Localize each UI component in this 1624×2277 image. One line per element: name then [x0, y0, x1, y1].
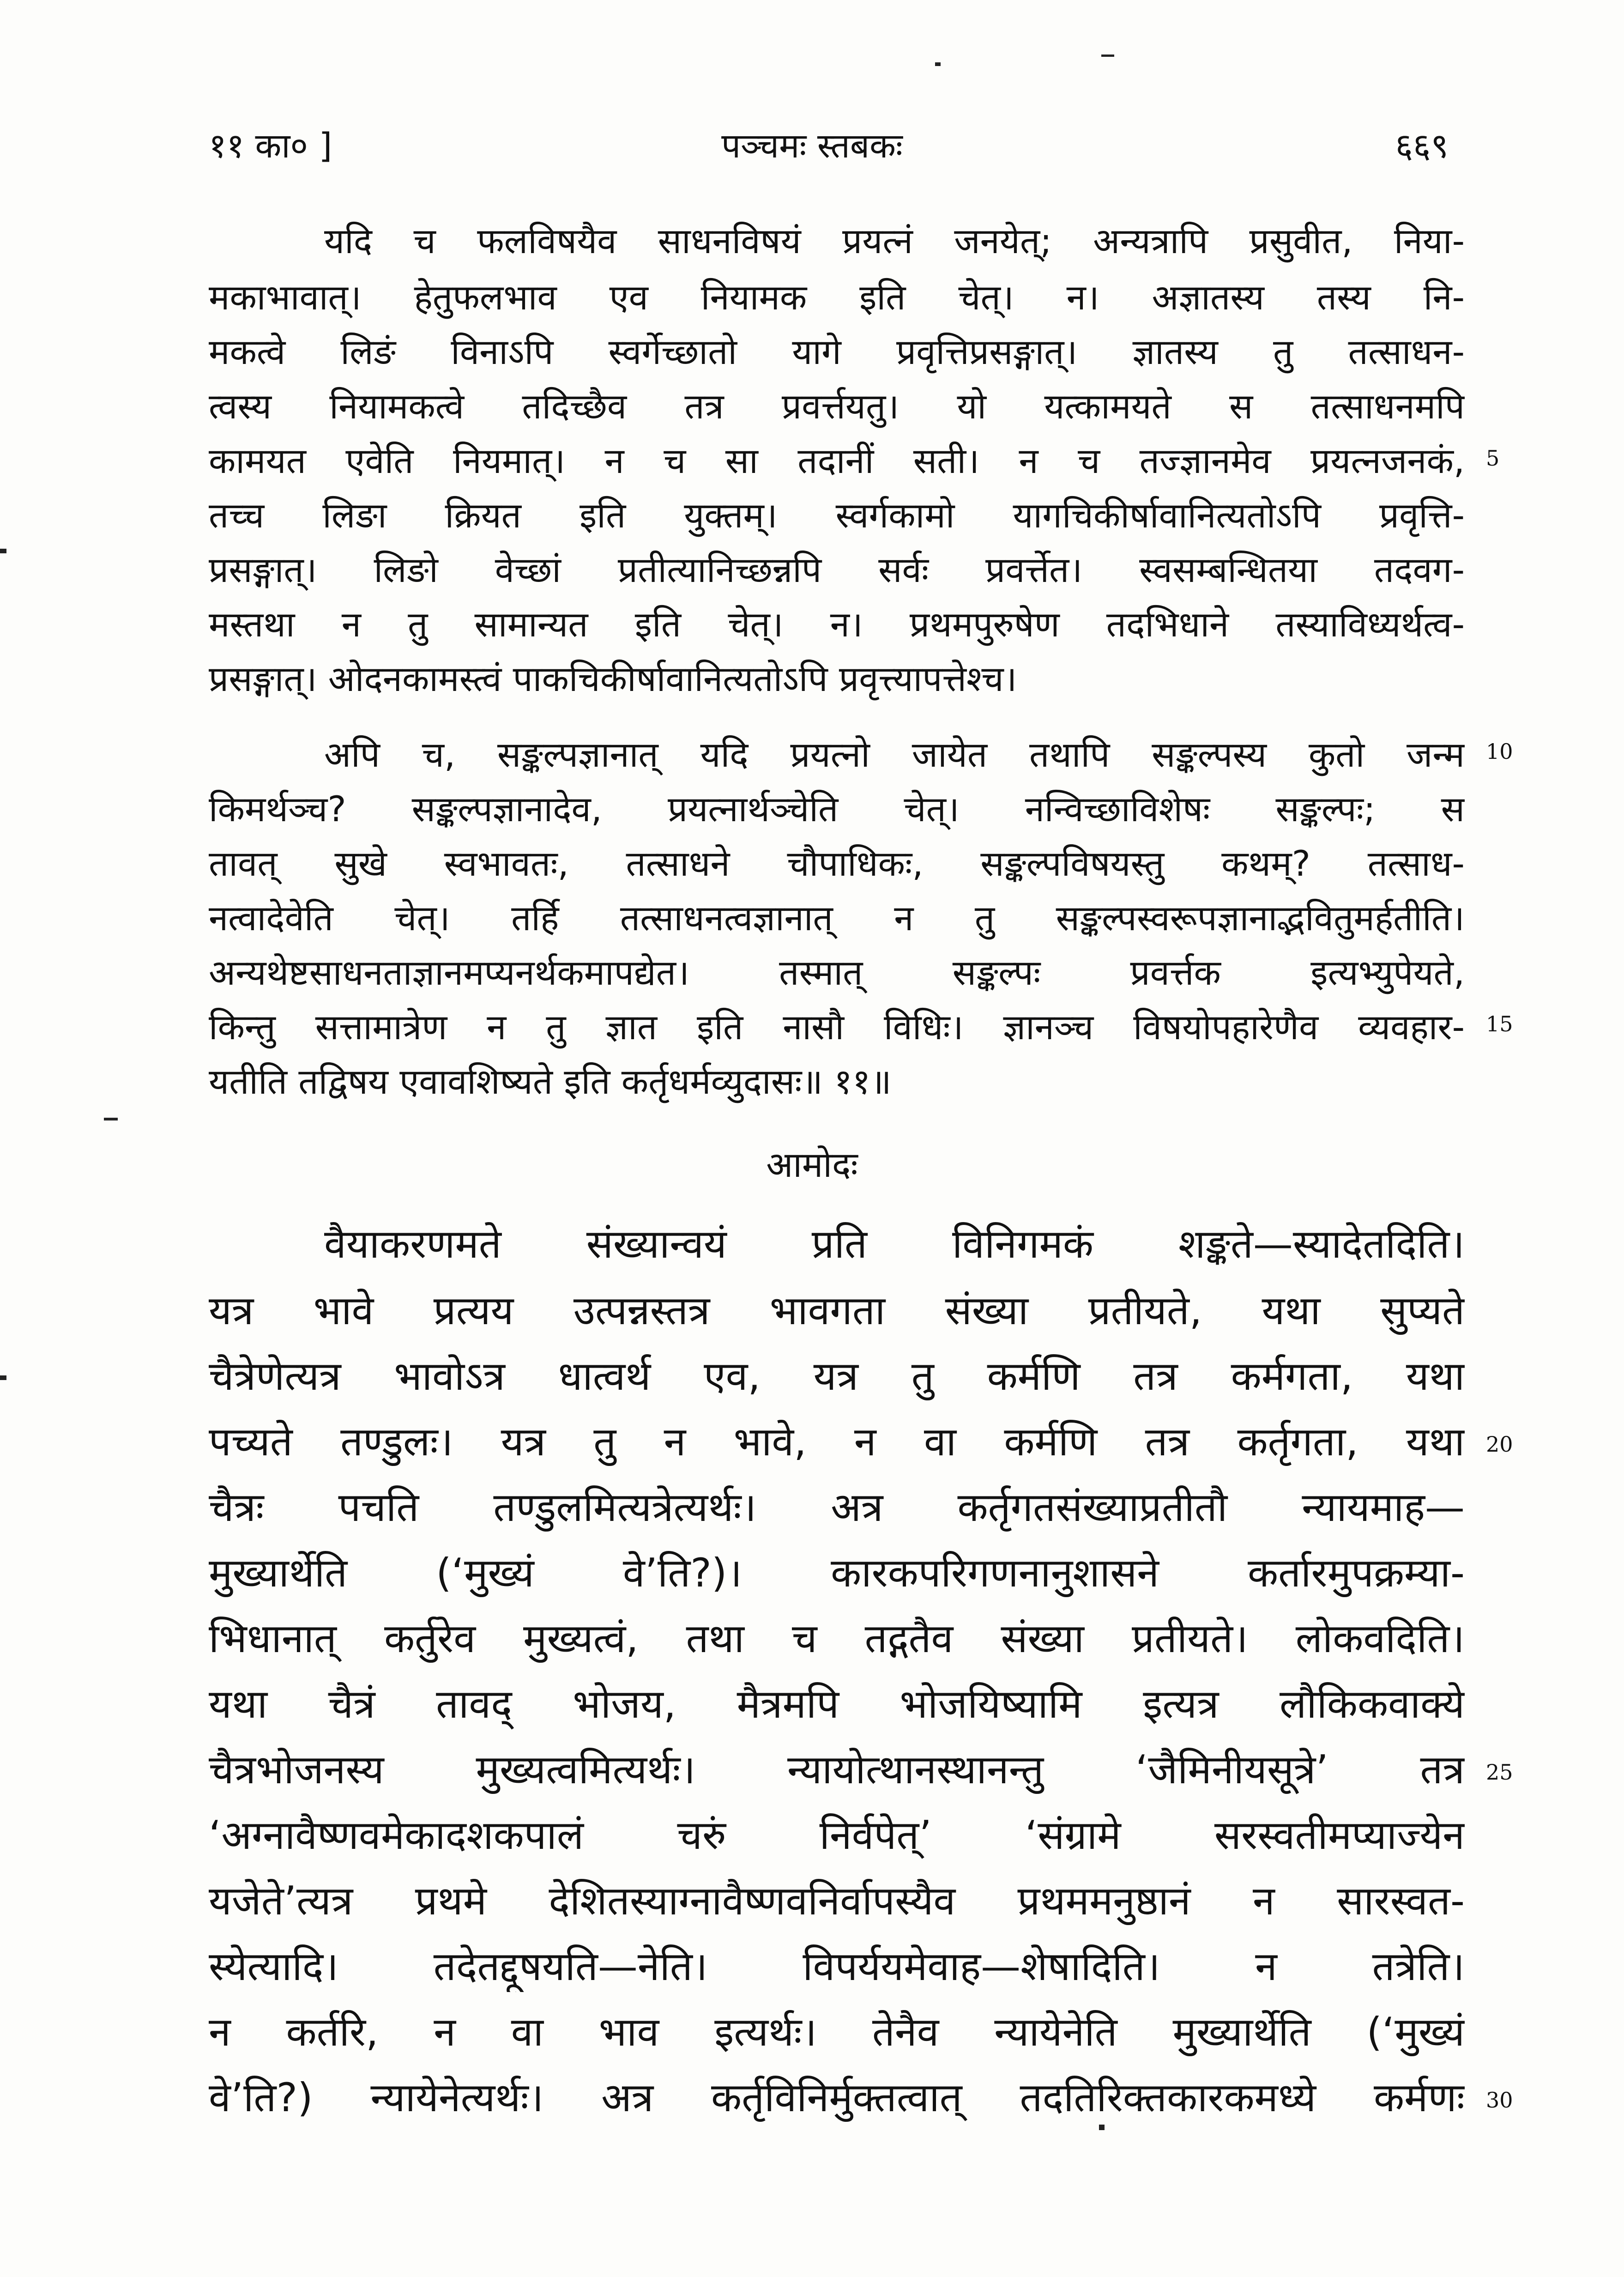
commentary-heading: आमोदः: [766, 1144, 858, 1185]
text-line: तच्च लिङा क्रियत इति युक्तम्। स्वर्गकामो यागचिकीर्षावानित्यतोऽपि प्रवृत्ति-: [209, 495, 1465, 536]
text-line: यत्र भावे प्रत्यय उत्पन्नस्तत्र भावगता संख्या प्रतीयते, यथा सुप्यते: [209, 1288, 1465, 1334]
text-line: वैयाकरणमते संख्यान्वयं प्रति विनिगमकं शङ्कते—स्यादेतदिति।: [324, 1221, 1465, 1267]
text-line: तावत् सुखे स्वभावतः, तत्साधने चौपाधिकः, सङ्कल्पविषयस्तु कथम्? तत्साध-: [209, 843, 1465, 884]
line-number: 30: [1486, 2088, 1513, 2113]
text-line: यतीति तद्विषय एवावशिष्यते इति कर्तृधर्मव्युदासः॥ ११॥: [209, 1061, 892, 1102]
text-line: मस्तथा न तु सामान्यत इति चेत्। न। प्रथमपुरुषेण तदभिधाने तस्याविध्यर्थत्व-: [209, 604, 1465, 645]
text-line: त्वस्य नियामकत्वे तदिच्छैव तत्र प्रवर्त्तयतु। यो यत्कामयते स तत्साधनमपि: [209, 386, 1465, 427]
line-number: 15: [1486, 1011, 1513, 1036]
margin-mark: [0, 1375, 6, 1380]
line-number: 5: [1486, 446, 1500, 471]
text-line: प्रसङ्गात्। ओदनकामस्त्वं पाकचिकीर्षावानित्यतोऽपि प्रवृत्त्यापत्तेश्च।: [209, 658, 1017, 699]
text-line: ‘अग्नावैष्णवमेकादशकपालं चरुं निर्वपेत्’ ‘संग्रामे सरस्वतीमप्याज्येन: [209, 1812, 1465, 1859]
line-number: 20: [1486, 1432, 1513, 1457]
text-line: नत्वादेवेति चेत्। तर्हि तत्साधनत्वज्ञानात् न तु सङ्कल्पस्वरूपज्ञानाद्भवितुमर्हतीति।: [209, 897, 1465, 939]
text-line: कामयत एवेति नियमात्। न च सा तदानीं सती। न च तज्ज्ञानमेव प्रयत्नजनकं,: [209, 440, 1465, 481]
text-line: अपि च, सङ्कल्पज्ञानात् यदि प्रयत्नो जायेत तथापि सङ्कल्पस्य कुतो जन्म: [324, 734, 1465, 775]
text-line: चैत्रः पचति तण्डुलमित्यत्रेत्यर्थः। अत्र कर्तृगतसंख्याप्रतीतौ न्यायमाह—: [209, 1484, 1465, 1531]
text-line: मुख्यार्थेति (‘मुख्यं वे’ति?)। कारकपरिगणनानुशासने कर्तारमुपक्रम्या-: [209, 1550, 1465, 1596]
running-header-title: पञ्चमः स्तबकः: [721, 126, 903, 166]
text-line: पच्यते तण्डुलः। यत्र तु न भावे, न वा कर्मणि तत्र कर्तृगता, यथा: [209, 1419, 1465, 1465]
text-line: प्रसङ्गात्। लिङो वेच्छां प्रतीत्यानिच्छन्नपि सर्वः प्रवर्त्तेत। स्वसम्बन्धितया तदवग-: [209, 549, 1465, 590]
text-line: यथा चैत्रं तावद् भोजय, मैत्रमपि भोजयिष्यामि इत्यत्र लौकिकवाक्ये: [209, 1681, 1465, 1727]
page-number: ६६९: [1395, 126, 1449, 166]
line-number: 10: [1486, 739, 1513, 764]
margin-mark: [0, 549, 6, 553]
text-line: न कर्तरि, न वा भाव इत्यर्थः। तेनैव न्यायेनेति मुख्यार्थेति (‘मुख्यं: [209, 2009, 1465, 2055]
text-line: चैत्रेणेत्यत्र भावोऽत्र धात्वर्थ एव, यत्र तु कर्मणि तत्र कर्मगता, यथा: [209, 1353, 1465, 1399]
text-line: अन्यथेष्टसाधनताज्ञानमप्यनर्थकमापद्येत। तस्मात् सङ्कल्पः प्रवर्त्तक इत्यभ्युपेयते,: [209, 952, 1465, 993]
text-line: भिधानात् कर्तुरेव मुख्यत्वं, तथा च तद्गतैव संख्या प्रतीयते। लोकवदिति।: [209, 1616, 1465, 1662]
running-header-left: ११ का० ]: [209, 126, 332, 166]
line-number: 25: [1486, 1760, 1513, 1785]
text-line: स्येत्यादि। तदेतद्दूषयति—नेति। विपर्ययमेवाह—शेषादिति। न तत्रेति।: [209, 1944, 1465, 1990]
text-line: यजेते’त्यत्र प्रथमे देशितस्याग्नावैष्णवनिर्वापस्यैव प्रथममनुष्ठानं न सारस्वत-: [209, 1878, 1465, 1924]
text-line: वे’ति?) न्यायेनेत्यर्थः। अत्र कर्तृविनिर्मुक्तत्वात् तदतिरिक्तकारकमध्ये कर्मणः: [209, 2075, 1465, 2121]
text-line: यदि च फलविषयैव साधनविषयं प्रयत्नं जनयेत्; अन्यत्रापि प्रसुवीत, निया-: [324, 220, 1465, 261]
print-speck: [104, 1118, 118, 1120]
commentary-text: [209, 0, 1465, 2171]
text-line: चैत्रभोजनस्य मुख्यत्वमित्यर्थः। न्यायोत्थानस्थानन्तु ‘जैमिनीयसूत्रे’ तत्र: [209, 1747, 1465, 1793]
text-line: मकाभावात्। हेतुफलभाव एव नियामक इति चेत्। न। अज्ञातस्य तस्य नि-: [209, 277, 1465, 318]
text-line: किमर्थञ्च? सङ्कल्पज्ञानादेव, प्रयत्नार्थञ्चेति चेत्। नन्विच्छाविशेषः सङ्कल्पः; स: [209, 788, 1465, 830]
text-line: किन्तु सत्तामात्रेण न तु ज्ञात इति नासौ विधिः। ज्ञानञ्च विषयोपहारेणैव व्यवहार-: [209, 1006, 1465, 1048]
text-line: मकत्वे लिङं विनाऽपि स्वर्गेच्छातो यागे प्रवृत्तिप्रसङ्गात्। ज्ञातस्य तु तत्साधन-: [209, 331, 1465, 372]
